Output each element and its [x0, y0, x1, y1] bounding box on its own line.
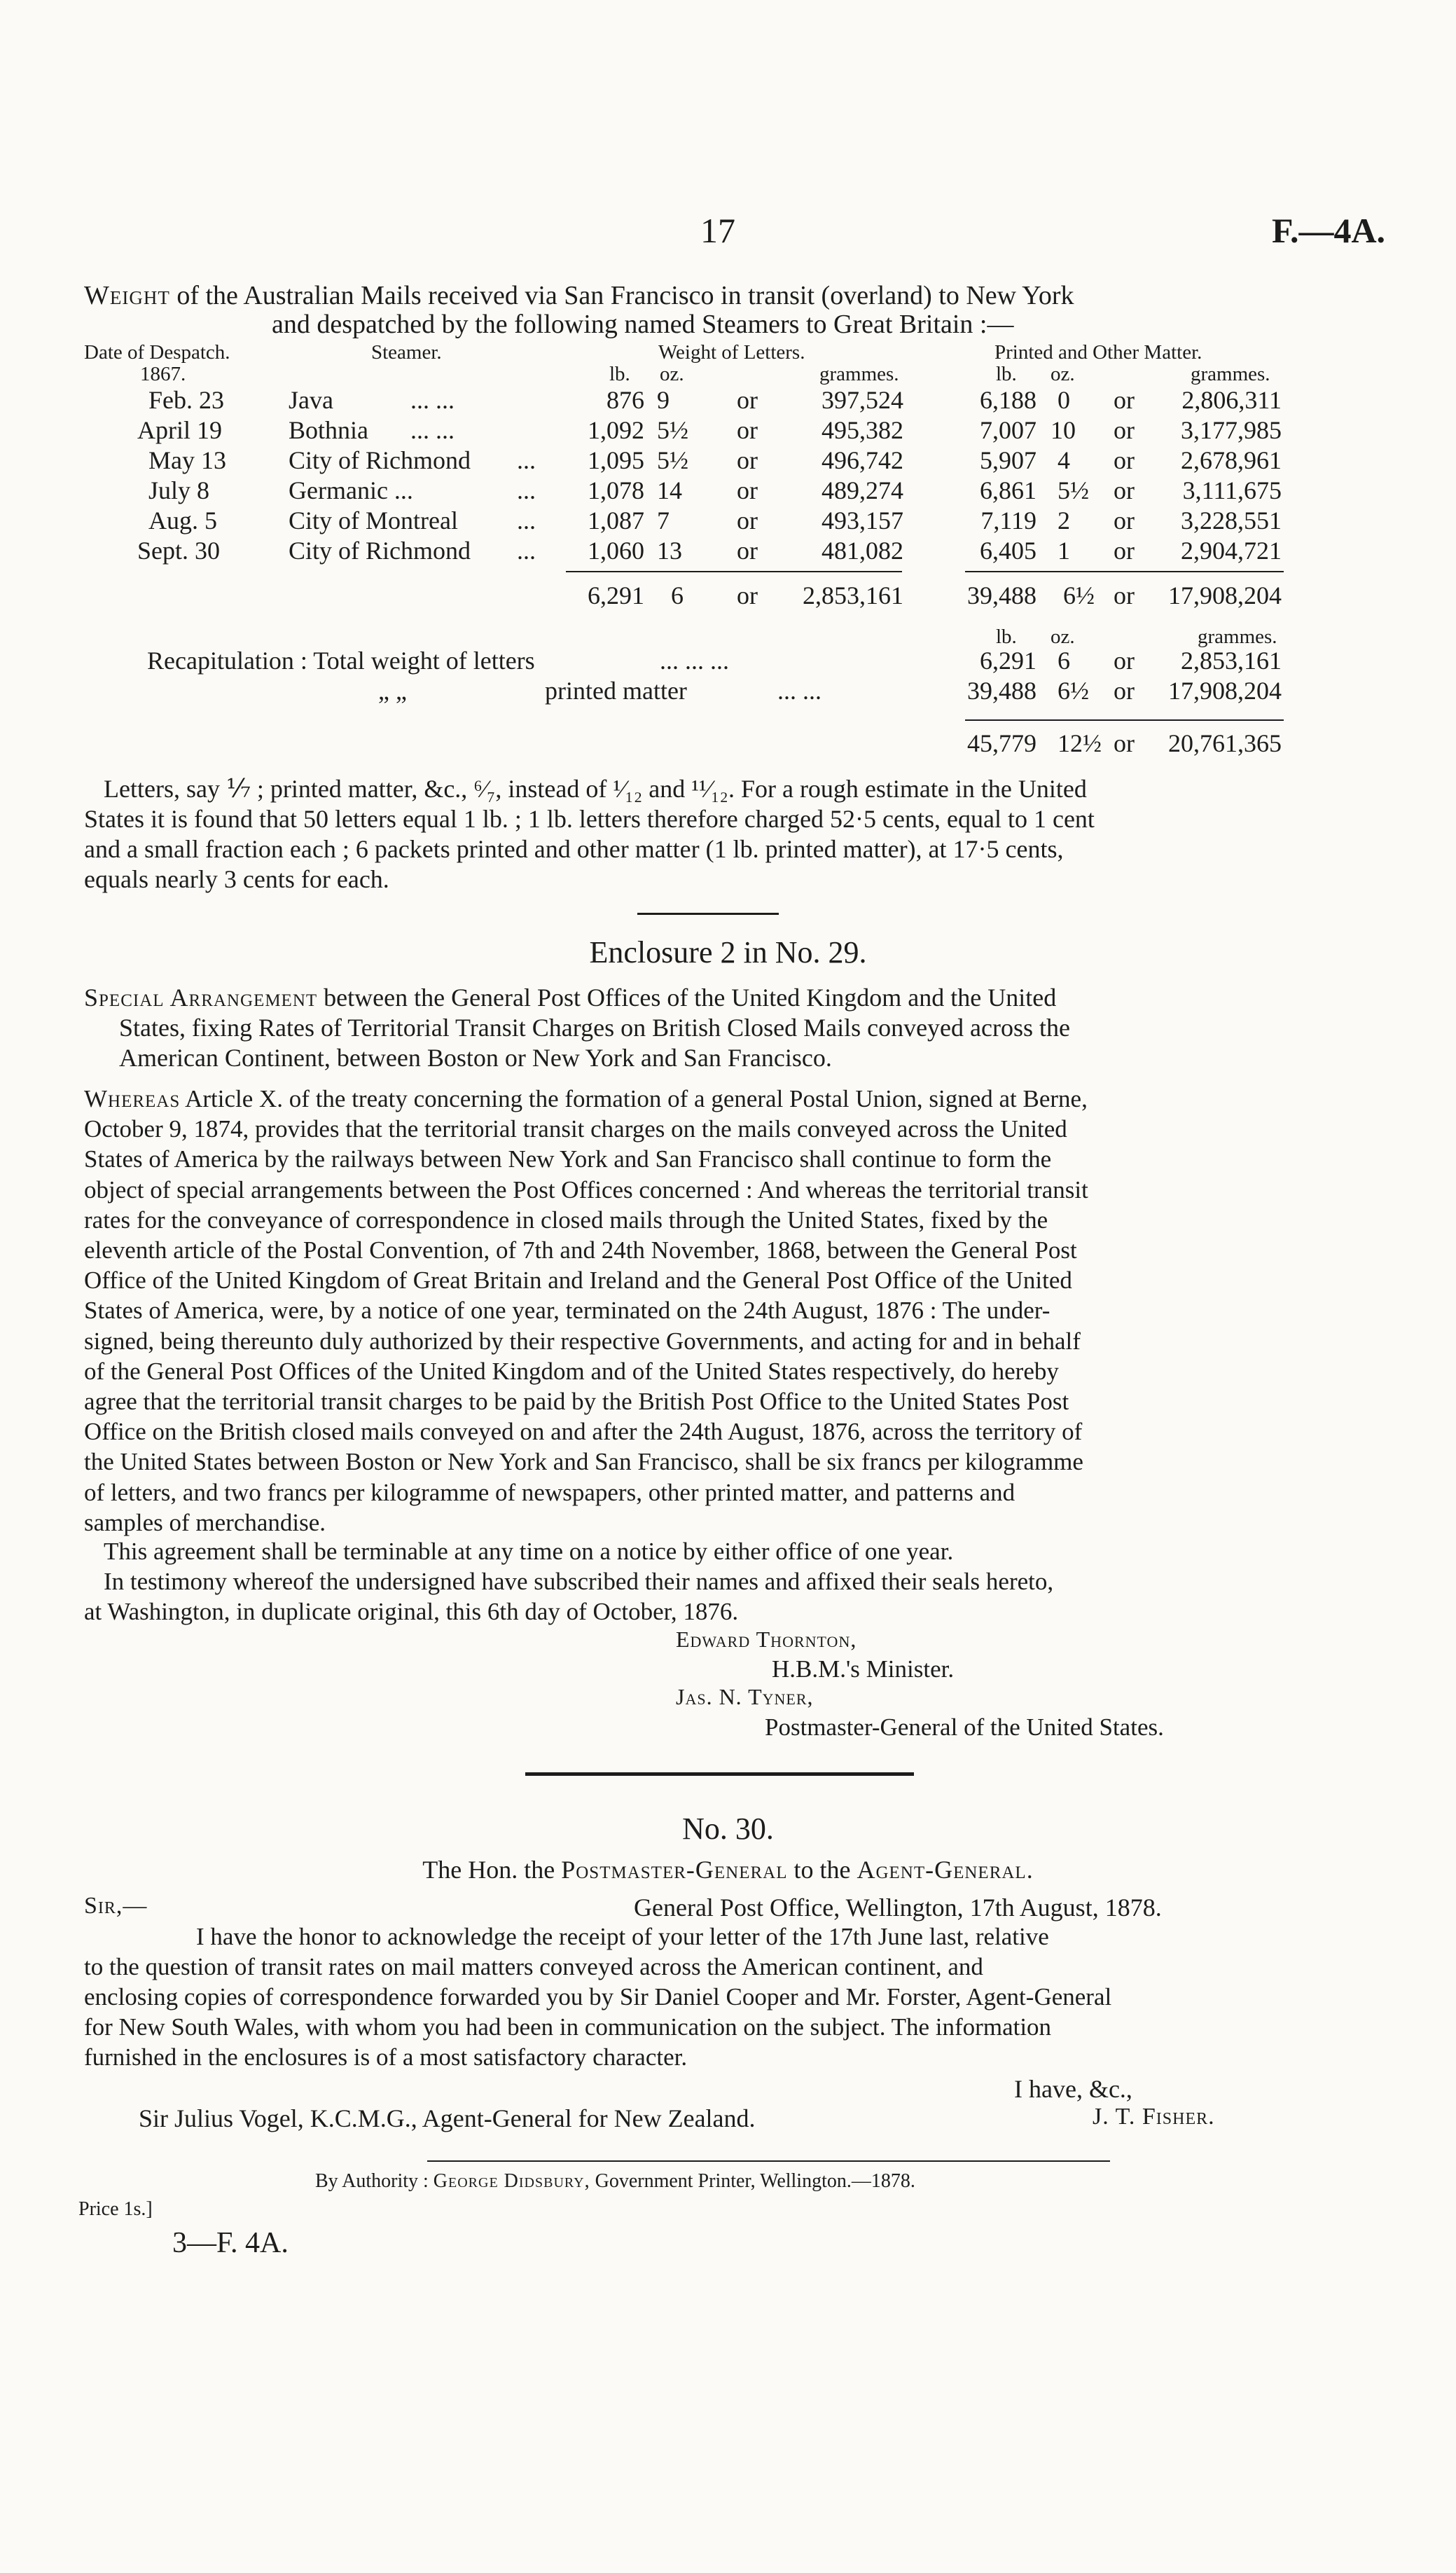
note-line: Letters, say ⅐ ; printed matter, &c., ⁶⁄₇, instead of ¹⁄₁₂ and ¹¹⁄₁₂. For a rough estimate in the United: [104, 775, 1087, 803]
body-line: rates for the conveyance of correspondence in closed mails through the United States, fixed by the: [84, 1206, 1048, 1234]
letter-closing: I have, &c.,: [1014, 2075, 1132, 2103]
cell-or: or: [737, 446, 758, 474]
unit-lb: lb.: [996, 363, 1017, 385]
cell-grammes: 481,082: [821, 537, 903, 565]
cell-printed-lb: 5,907: [980, 446, 1036, 474]
document-reference: F.—4A.: [1272, 211, 1386, 250]
signatory-title: Postmaster-General of the United States.: [765, 1713, 1164, 1741]
table-row: [0, 446, 1456, 476]
cell-or: or: [737, 386, 758, 414]
unit-oz: oz.: [1051, 626, 1075, 648]
cell-or: or: [737, 537, 758, 565]
cell-dots: ...: [517, 476, 536, 504]
cell-printed-grammes: 2,904,721: [1181, 537, 1282, 565]
total-printed-grammes: 17,908,204: [1168, 581, 1282, 609]
body-line: of the General Post Offices of the United Kingdom and of the United States respectively, do hereby: [84, 1357, 1059, 1385]
unit-grammes: grammes.: [819, 363, 899, 385]
unit-oz: oz.: [660, 363, 684, 385]
table-total-row: [0, 581, 1456, 612]
recap-total-row: [0, 729, 1456, 759]
testimony-line: at Washington, in duplicate original, this 6th day of October, 1876.: [84, 1598, 739, 1625]
document-code: 3—F. 4A.: [172, 2227, 289, 2259]
total-grammes: 2,853,161: [803, 581, 903, 609]
table-row: [0, 476, 1456, 506]
body-line: October 9, 1874, provides that the territorial transit charges on the mails conveyed across the United: [84, 1115, 1067, 1143]
table-row: [0, 536, 1456, 567]
body-line: samples of merchandise.: [84, 1508, 326, 1536]
cell-or: or: [1114, 416, 1135, 444]
body-line: object of special arrangements between the Post Offices concerned : And whereas the territorial transit: [84, 1175, 1088, 1203]
body-line: States of America, were, by a notice of one year, terminated on the 24th August, 1876 : The under-: [84, 1297, 1051, 1325]
recap-oz: 6½: [1058, 677, 1089, 705]
recap-printed-label: printed matter: [545, 677, 687, 705]
cell-printed-oz: 2: [1058, 506, 1070, 534]
letter-address: General Post Office, Wellington, 17th August, 1878.: [634, 1893, 1162, 1922]
cell-or: or: [737, 581, 758, 609]
cell-printed-lb: 6,188: [980, 386, 1036, 414]
cell-grammes: 493,157: [821, 506, 903, 534]
printer-imprint: By Authority : George Didsbury, Government Printer, Wellington.—1878.: [315, 2170, 915, 2192]
cell-date: May 13: [148, 446, 226, 474]
cell-lb: 1,087: [588, 506, 644, 534]
cell-printed-oz: 0: [1058, 386, 1070, 414]
table-row: [0, 506, 1456, 537]
recap-dots: ... ... ...: [660, 647, 729, 675]
body-line: signed, being thereunto duly authorized by their respective Governments, and acting for and in behalf: [84, 1327, 1081, 1355]
arrangement-title: Special Arrangement between the General Post Offices of the United Kingdom and the United: [84, 984, 1057, 1012]
cell-or: or: [1114, 581, 1135, 609]
cell-printed-grammes: 3,111,675: [1182, 476, 1282, 504]
enclosure-heading: Enclosure 2 in No. 29.: [589, 935, 867, 970]
cell-date: July 8: [148, 476, 210, 504]
cell-oz: 13: [657, 537, 682, 565]
cell-steamer: City of Richmond: [289, 537, 471, 565]
cell-printed-grammes: 3,228,551: [1181, 506, 1282, 534]
body-line: the United States between Boston or New York and San Francisco, shall be six francs per kilogramme: [84, 1448, 1083, 1476]
cell-date: Sept. 30: [137, 537, 221, 565]
cell-printed-grammes: 2,806,311: [1181, 386, 1282, 414]
table-row: [0, 385, 1456, 416]
cell-or: or: [1114, 476, 1135, 504]
note-line: equals nearly 3 cents for each.: [84, 865, 389, 893]
cell-grammes: 397,524: [821, 386, 903, 414]
recap-row: [0, 646, 1456, 677]
arrangement-title-line: American Continent, between Boston or New York and San Francisco.: [119, 1044, 832, 1072]
cell-dots: ...: [517, 537, 536, 565]
cell-lb: 1,095: [588, 446, 644, 474]
letter-line: enclosing copies of correspondence forwarded you by Sir Daniel Cooper and Mr. Forster, Agent-General: [84, 1983, 1112, 2010]
recap-oz: 6: [1058, 647, 1070, 675]
cell-printed-grammes: 3,177,985: [1181, 416, 1282, 444]
total-rule: [566, 571, 902, 572]
cell-lb: 1,060: [588, 537, 644, 565]
cell-printed-oz: 1: [1058, 537, 1070, 565]
letter-line: to the question of transit rates on mail matters conveyed across the American continent, and: [84, 1953, 983, 1980]
cell-steamer: City of Montreal: [289, 506, 458, 534]
cell-printed-grammes: 2,678,961: [1181, 446, 1282, 474]
total-oz: 6: [671, 581, 684, 609]
cell-date: Feb. 23: [148, 386, 224, 414]
testimony-line: In testimony whereof the undersigned have subscribed their names and affixed their seals hereto,: [104, 1568, 1054, 1595]
cell-oz: 14: [657, 476, 682, 504]
recap-total-lb: 45,779: [967, 729, 1036, 757]
agreement-body: [84, 1084, 1373, 1538]
recap-ditto: „ „: [378, 677, 407, 705]
footer-rule: [427, 2160, 1110, 2162]
total-lb: 6,291: [588, 581, 644, 609]
cell-or: or: [737, 506, 758, 534]
cell-or: or: [1114, 386, 1135, 414]
cell-grammes: 496,742: [821, 446, 903, 474]
table-title-line2: and despatched by the following named Steamers to Great Britain :—: [272, 310, 1014, 339]
unit-grammes: grammes.: [1198, 626, 1277, 648]
recap-row: [0, 676, 1456, 707]
cell-printed-lb: 7,007: [980, 416, 1036, 444]
table-row: [0, 415, 1456, 446]
body-line: Office of the United Kingdom of Great Britain and Ireland and the General Post Office of the United: [84, 1267, 1072, 1295]
letter-number-heading: No. 30.: [682, 1812, 774, 1846]
cell-oz: 7: [657, 506, 670, 534]
recap-grammes: 17,908,204: [1168, 677, 1282, 705]
col-header-steamer: Steamer.: [371, 341, 442, 364]
signatory-title: H.B.M.'s Minister.: [772, 1655, 955, 1683]
cell-printed-oz: 4: [1058, 446, 1070, 474]
terminable-clause: This agreement shall be terminable at any time on a notice by either office of one year.: [104, 1538, 954, 1565]
cell-steamer: Germanic ...: [289, 476, 413, 504]
cell-or: or: [1114, 446, 1135, 474]
cell-lb: 1,092: [588, 416, 644, 444]
cell-printed-oz: 10: [1051, 416, 1076, 444]
cell-lb: 1,078: [588, 476, 644, 504]
cell-or: or: [1114, 537, 1135, 565]
total-printed-lb: 39,488: [967, 581, 1036, 609]
letter-line: for New South Wales, with whom you had been in communication on the subject. The information: [84, 2013, 1052, 2041]
cell-date: Aug. 5: [148, 506, 217, 534]
cell-printed-oz: 5½: [1058, 476, 1089, 504]
unit-lb: lb.: [609, 363, 630, 385]
total-rule: [965, 571, 1284, 572]
col-header-letters: Weight of Letters.: [658, 341, 805, 364]
signatory-name: Jas. N. Tyner,: [676, 1684, 814, 1709]
note-line: and a small fraction each ; 6 packets printed and other matter (1 lb. printed matter), at 17·5 cents,: [84, 835, 1064, 863]
salutation: Sir,—: [84, 1893, 148, 1919]
cell-or: or: [1114, 647, 1135, 675]
cell-or: or: [1114, 506, 1135, 534]
recap-dots: ... ...: [777, 677, 821, 705]
letter-recipient: Sir Julius Vogel, K.C.M.G., Agent-General for New Zealand.: [139, 2104, 756, 2132]
cell-oz: 9: [657, 386, 670, 414]
recap-total-grammes: 20,761,365: [1168, 729, 1282, 757]
note-line: States it is found that 50 letters equal 1 lb. ; 1 lb. letters therefore charged 52·5 cents, equal to 1 cent: [84, 805, 1095, 833]
col-header-year: 1867.: [140, 363, 186, 385]
recap-rule: [965, 719, 1284, 721]
cell-or: or: [737, 416, 758, 444]
letter-line: I have the honor to acknowledge the receipt of your letter of the 17th June last, relative: [196, 1923, 1049, 1950]
cell-dots: ... ...: [410, 416, 455, 444]
body-line: States of America by the railways between New York and San Francisco shall continue to form the: [84, 1145, 1052, 1173]
cell-steamer: Java: [289, 386, 333, 414]
table-title: Weight of the Australian Mails received via San Francisco in transit (overland) to New York: [84, 281, 1074, 310]
total-printed-oz: 6½: [1063, 581, 1095, 609]
body-line: Whereas Article X. of the treaty concerning the formation of a general Postal Union, signed at Berne,: [84, 1085, 1088, 1112]
cell-grammes: 489,274: [821, 476, 903, 504]
body-line: agree that the territorial transit charges to be paid by the British Post Office to the United States Post: [84, 1388, 1069, 1416]
cell-dots: ...: [517, 446, 536, 474]
cell-oz: 5½: [657, 446, 688, 474]
recap-grammes: 2,853,161: [1181, 647, 1282, 675]
recap-label: Recapitulation : Total weight of letters: [147, 647, 535, 675]
section-divider: [637, 913, 779, 915]
cell-or: or: [737, 476, 758, 504]
cell-steamer: Bothnia: [289, 416, 368, 444]
cell-dots: ...: [517, 506, 536, 534]
section-divider: [525, 1772, 914, 1776]
letter-subtitle: The Hon. the Postmaster-General to the Agent-General.: [422, 1856, 1034, 1884]
letter-signature: J. T. Fisher.: [1093, 2104, 1215, 2130]
unit-oz: oz.: [1051, 363, 1075, 385]
cell-printed-lb: 6,405: [980, 537, 1036, 565]
col-header-date: Date of Despatch.: [84, 341, 230, 364]
cell-dots: ... ...: [410, 386, 455, 414]
cell-printed-lb: 7,119: [980, 506, 1036, 534]
body-line: of letters, and two francs per kilogramme of newspapers, other printed matter, and patterns and: [84, 1478, 1015, 1506]
page-number: 17: [700, 211, 735, 250]
cell-oz: 5½: [657, 416, 688, 444]
unit-grammes: grammes.: [1191, 363, 1270, 385]
body-line: Office on the British closed mails conveyed on and after the 24th August, 1876, across the territory of: [84, 1418, 1083, 1446]
recap-total-oz: 12½: [1058, 729, 1102, 757]
cell-date: April 19: [137, 416, 222, 444]
recap-lb: 39,488: [967, 677, 1036, 705]
col-header-printed: Printed and Other Matter.: [994, 341, 1202, 364]
cell-grammes: 495,382: [821, 416, 903, 444]
cell-or: or: [1114, 729, 1135, 757]
price-label: Price 1s.]: [78, 2198, 153, 2220]
cell-steamer: City of Richmond: [289, 446, 471, 474]
arrangement-title-line: States, fixing Rates of Territorial Transit Charges on British Closed Mails conveyed across the: [119, 1014, 1070, 1042]
unit-lb: lb.: [996, 626, 1017, 648]
cell-printed-lb: 6,861: [980, 476, 1036, 504]
cell-lb: 876: [606, 386, 644, 414]
cell-or: or: [1114, 677, 1135, 705]
signatory-name: Edward Thornton,: [676, 1627, 857, 1652]
body-line: eleventh article of the Postal Convention, of 7th and 24th November, 1868, between the General Post: [84, 1236, 1077, 1264]
letter-line: furnished in the enclosures is of a most satisfactory character.: [84, 2043, 688, 2071]
recap-lb: 6,291: [980, 647, 1036, 675]
